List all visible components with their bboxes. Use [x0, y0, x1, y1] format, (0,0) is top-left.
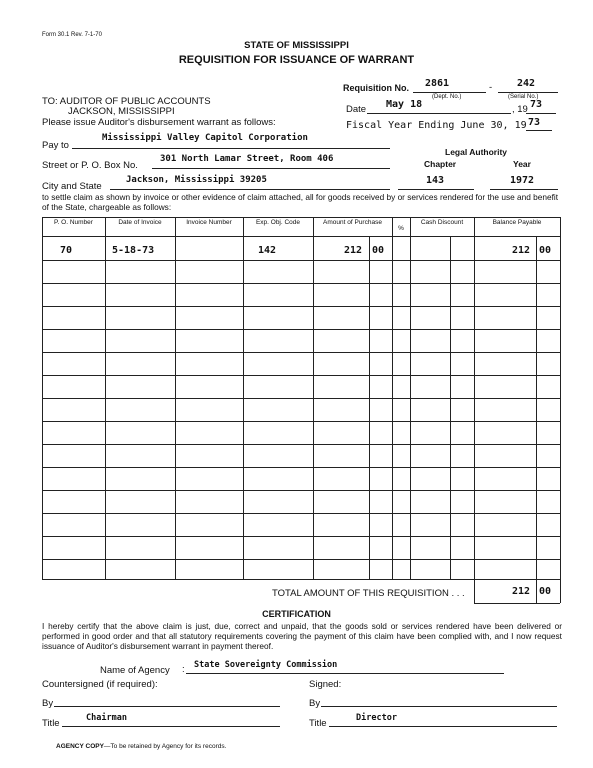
legal-authority-label: Legal Authority	[445, 147, 508, 157]
serial-caption: (Serial No.)	[508, 94, 539, 100]
requisition-serial-no: 242	[517, 78, 536, 89]
date-value: May 18	[386, 99, 423, 110]
header-cash-discount: Cash Discount	[420, 219, 464, 226]
to-line1: TO: AUDITOR OF PUBLIC ACCOUNTS	[42, 96, 211, 107]
title-right-label: Title	[309, 718, 327, 729]
header-exp-obj-code: Exp. Obj. Code	[255, 219, 301, 226]
total-label: TOTAL AMOUNT OF THIS REQUISITION . . .	[272, 588, 465, 599]
row-date-of-invoice: 5-18-73	[112, 245, 155, 256]
header-invoice-number: Invoice Number	[186, 219, 232, 226]
pay-to-value: Mississippi Valley Capitol Corporation	[102, 133, 308, 143]
chapter-label: Chapter	[424, 159, 457, 169]
date-year: 73	[530, 99, 543, 110]
settle-claim-text: to settle claim as shown by invoice or other evidence of claim attached, all for goods received by or services rendered for the use and benefit of the State, chargeable as follows:	[42, 192, 559, 212]
agency-label: Name of Agency	[100, 665, 170, 676]
form-title: REQUISITION FOR ISSUANCE OF WARRANT	[178, 54, 415, 66]
title-left-value: Chairman	[86, 713, 127, 723]
row-amount-cents: 00	[372, 245, 385, 256]
row-amount-dollars: 212	[344, 245, 363, 256]
by-right-label: By	[309, 698, 321, 709]
street-label: Street or P. O. Box No.	[42, 160, 138, 171]
date-year-prefix: , 19	[512, 104, 528, 115]
requisition-dept-no: 2861	[425, 78, 450, 89]
header-amount-of-purchase: Amount of Purchase	[323, 219, 382, 226]
row-exp-obj-code: 142	[258, 245, 277, 256]
year-label: Year	[513, 159, 531, 169]
certification-heading: CERTIFICATION	[262, 609, 331, 619]
certification-text: I hereby certify that the above claim is just, due, correct and unpaid, that the goods sold or services rendered have been delivered or performed in good order and that all statutory requirements covering the payment of this claim have been complied with, and I now request issuance of Auditor's disbursement warrant in payment thereof.	[42, 621, 562, 651]
form-code: Form 30.1 Rev. 7-1-70	[42, 32, 102, 38]
street-value: 301 North Lamar Street, Room 406	[160, 154, 334, 164]
fiscal-year: 73	[528, 117, 541, 128]
city-value: Jackson, Mississippi 39205	[126, 175, 267, 185]
by-left-label: By	[42, 698, 54, 709]
countersigned-label: Countersigned (if required):	[42, 679, 158, 690]
city-label: City and State	[42, 181, 102, 192]
row-po-number: 70	[60, 245, 73, 256]
agency-value: State Sovereignty Commission	[194, 660, 338, 670]
agency-copy-note	[56, 743, 226, 750]
pay-to-label: Pay to	[42, 140, 69, 151]
agency-copy-text: —To be retained by Agency for its records.	[103, 743, 227, 750]
row-balance-cents: 00	[539, 245, 552, 256]
header-balance-payable: Balance Payable	[492, 219, 542, 226]
requisition-label: Requisition No.	[343, 83, 409, 93]
total-cents: 00	[539, 586, 552, 597]
title-right-value: Director	[356, 713, 397, 723]
date-label: Date	[346, 104, 367, 115]
header-date-of-invoice: Date of Invoice	[118, 219, 162, 226]
year-value: 1972	[510, 175, 535, 186]
to-line2: JACKSON, MISSISSIPPI	[68, 106, 175, 117]
total-dollars: 212	[512, 586, 531, 597]
row-balance-dollars: 212	[512, 245, 531, 256]
please-issue-text: Please issue Auditor's disbursement warrant as follows:	[42, 117, 276, 128]
state-heading: STATE OF MISSISSIPPI	[244, 40, 349, 51]
header-po-number: P. O. Number	[54, 219, 93, 226]
fiscal-label: Fiscal Year Ending June 30, 19	[346, 120, 527, 131]
header-percent: %	[398, 225, 404, 232]
title-left-label: Title	[42, 718, 60, 729]
chapter-value: 143	[426, 175, 445, 186]
agency-copy-label: AGENCY COPY	[56, 743, 104, 750]
signed-label: Signed:	[309, 679, 342, 690]
dept-caption: (Dept. No.)	[432, 94, 462, 100]
